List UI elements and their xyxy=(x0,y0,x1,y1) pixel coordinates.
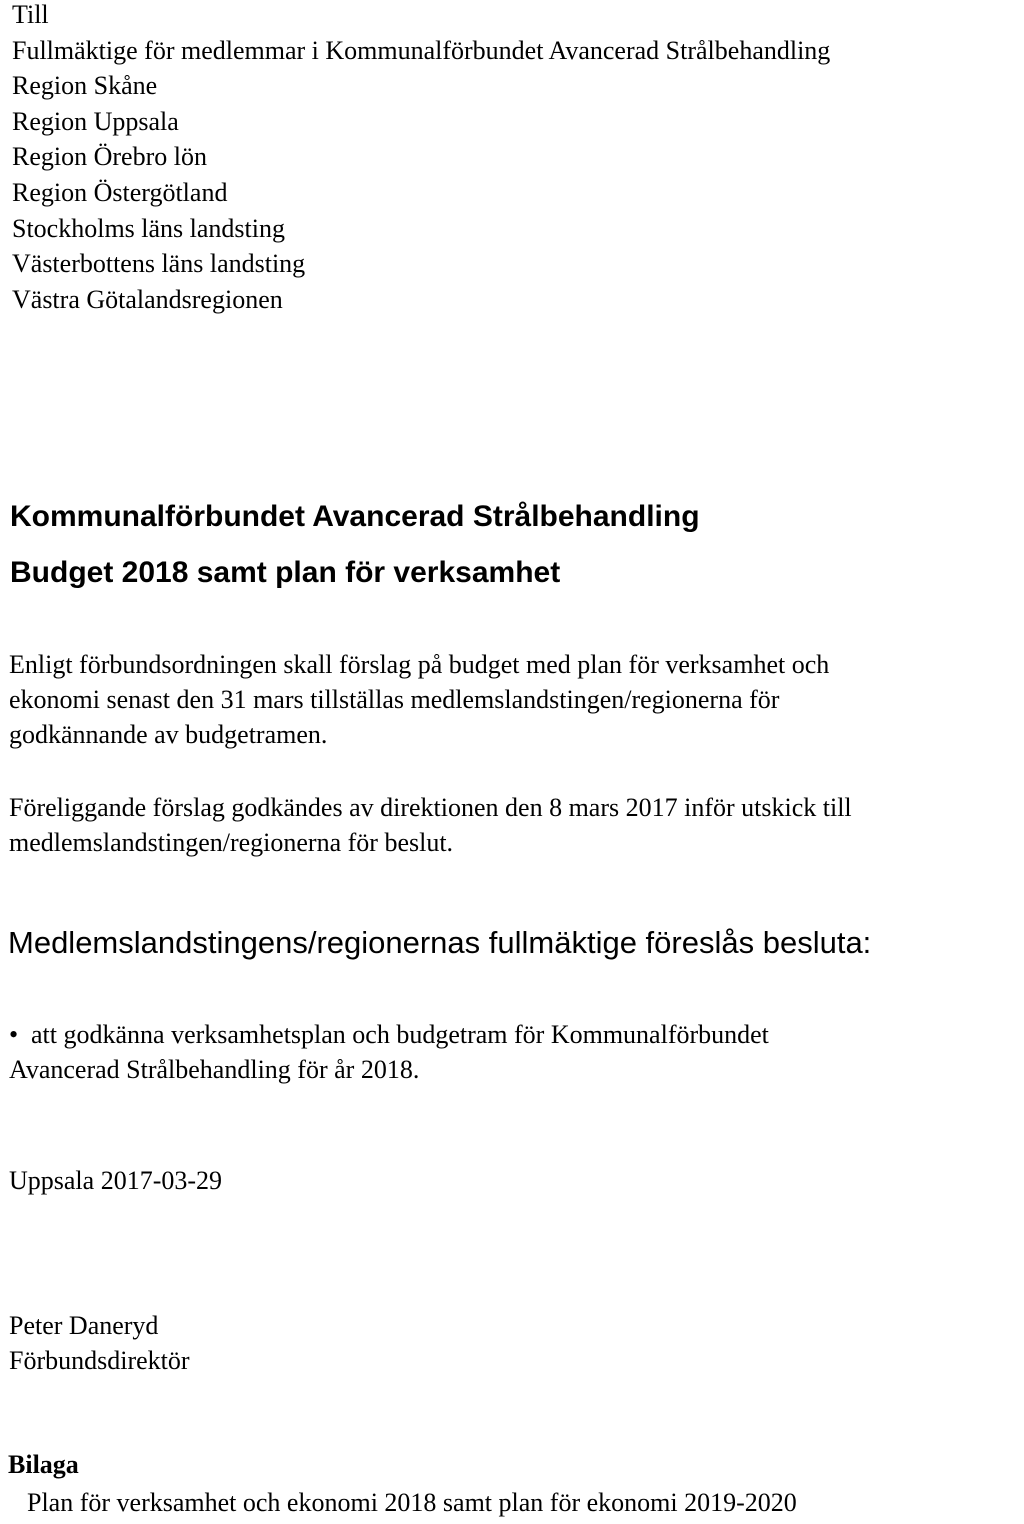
addressee-block xyxy=(12,0,830,317)
attachment-label: Bilaga xyxy=(8,1450,79,1479)
paragraph-2 xyxy=(9,790,852,860)
bullet-text: Avancerad Strålbehandling för år 2018. xyxy=(9,1055,420,1084)
attachment-item: Plan för verksamhet och ekonomi 2018 samt plan för ekonomi 2019-2020 xyxy=(27,1488,797,1517)
addressee-line: Region Östergötland xyxy=(12,177,228,207)
addressee-line: Region Skåne xyxy=(12,71,158,101)
paragraph-line: Enligt förbundsordningen skall förslag på budget med plan för verksamhet och xyxy=(9,650,830,679)
proposal-heading: Medlemslandstingens/regionernas fullmäktige föreslås besluta: xyxy=(8,925,872,960)
place-date: Uppsala 2017-03-29 xyxy=(9,1166,223,1195)
paragraph-line: medlemslandstingen/regionerna för beslut. xyxy=(9,828,454,857)
paragraph-line: ekonomi senast den 31 mars tillställas medlemslandstingen/regionerna för xyxy=(9,685,780,714)
document-title: Kommunalförbundet Avancerad Strålbehandling xyxy=(10,500,700,533)
addressee-line: Västra Götalandsregionen xyxy=(12,284,283,314)
signature-name: Peter Daneryd xyxy=(9,1311,159,1340)
bullet-icon: • xyxy=(9,1020,19,1049)
addressee-line: Region Örebro lön xyxy=(12,142,207,172)
proposal-bullet xyxy=(9,1017,769,1087)
addressee-line: Fullmäktige för medlemmar i Kommunalförbundet Avancerad Strålbehandling xyxy=(12,35,831,65)
paragraph-line: Föreliggande förslag godkändes av direktionen den 8 mars 2017 inför utskick till xyxy=(9,793,852,822)
signature-role: Förbundsdirektör xyxy=(9,1346,190,1375)
addressee-heading: Till xyxy=(12,0,49,29)
paragraph-1 xyxy=(9,647,829,752)
bullet-text: att godkänna verksamhetsplan och budgetram för Kommunalförbundet xyxy=(31,1020,769,1049)
addressee-line: Region Uppsala xyxy=(12,106,179,136)
addressee-line: Stockholms läns landsting xyxy=(12,213,285,243)
signature-block xyxy=(9,1308,190,1378)
document-subtitle: Budget 2018 samt plan för verksamhet xyxy=(10,556,561,589)
paragraph-line: godkännande av budgetramen. xyxy=(9,720,328,749)
addressee-line: Västerbottens läns landsting xyxy=(12,249,306,279)
